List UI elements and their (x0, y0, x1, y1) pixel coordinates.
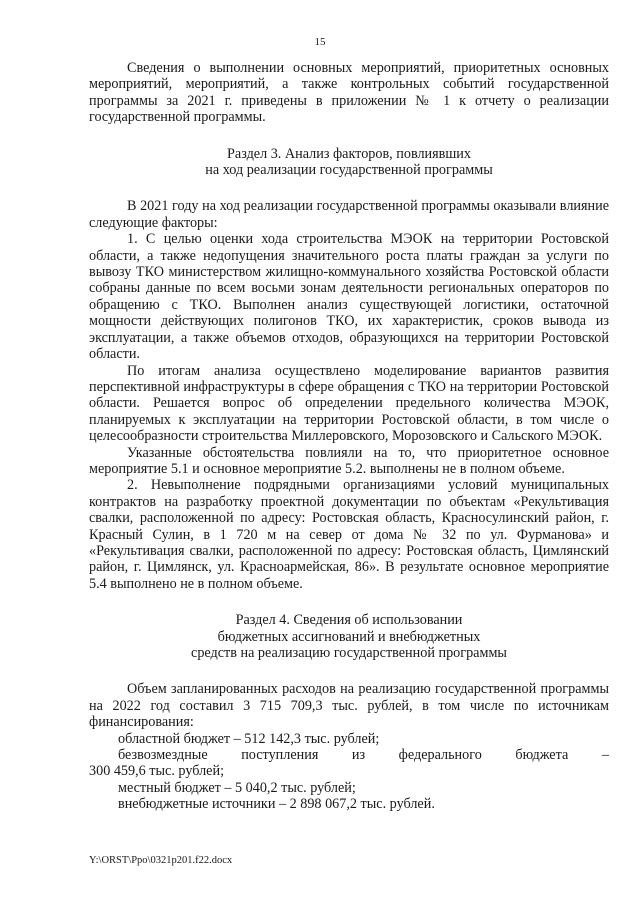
regional-budget-line: областной бюджет – 512 142,3 тыс. рублей; (118, 730, 380, 747)
federal-word: бюджета (515, 747, 569, 764)
federal-word: федерального (398, 747, 482, 764)
federal-word: – (601, 747, 609, 764)
section4-title-line1: Раздел 4. Сведения об использовании (235, 612, 463, 629)
federal-word: из (351, 747, 366, 764)
federal-word: поступления (241, 747, 319, 764)
federal-budget-line (89, 747, 609, 763)
section4-intro: Объем запланированных расходов на реализацию государственной программы на 2022 год составил 3 715 709,3 тыс. рублей, в том числе по источникам финансирования: (89, 681, 609, 731)
section4-title-line2: бюджетных ассигнований и внебюджетных (217, 628, 481, 645)
footer-file-path: Y:\ORST\Ppo\0321p201.f22.docx (89, 855, 233, 866)
section3-paragraph: В 2021 году на ход реализации государственной программы оказывали влияние следующие факторы: (89, 198, 609, 231)
document-body (89, 60, 609, 813)
section3-title-line2: на ход реализации государственной программы (205, 162, 493, 179)
extrabudgetary-line: внебюджетные источники – 2 898 067,2 тыс. рублей. (118, 796, 435, 813)
section3-paragraph: Указанные обстоятельства повлияли на то, что приоритетное основное мероприятие 5.1 и основное мероприятие 5.2. выполнены не в полном объеме. (89, 444, 609, 477)
section3-paragraph: 1. С целью оценки хода строительства МЭОК на территории Ростовской области, а также недопущения значительного роста платы граждан за услуги по вывозу ТКО министерством жилищно-коммунального хозяйства Ростовской области собраны данные по всем восьми зонам деятельности региональных операторов по обращению с ТКО. Выполнен анализ существующей логистики, остаточной мощности действующих полигонов ТКО, их характеристик, сроков вывода из эксплуатации, а также объемов отходов, образующихся на территории Ростовской области. (89, 231, 609, 363)
local-budget-line: местный бюджет – 5 040,2 тыс. рублей; (118, 779, 356, 796)
federal-budget-amount: 300 459,6 тыс. рублей; (89, 763, 225, 780)
intro-paragraph: Сведения о выполнении основных мероприятий, приоритетных основных мероприятий, мероприятий, а также контрольных событий государственной программы за 2021 г. приведены в приложении № 1 к отчету о реализации государственной программы. (89, 60, 609, 126)
section4-title-line3: средств на реализацию государственной программы (191, 645, 507, 661)
federal-word: безвозмездные (118, 747, 208, 764)
section3-paragraph: 2. Невыполнение подрядными организациями условий муниципальных контрактов на разработку проектной документации по объектам «Рекультивация свалки, расположенной по адресу: Ростовская область, Красносулинский район, г. Красный Сулин, в 1 720 м на север от дома № 32 по ул. Фурманова» и «Рекультивация свалки, расположенной по адресу: Ростовская область, Цимлянский район, г. Цимлянск, ул. Красноармейская, 86». В результате основное мероприятие 5.4 выполнено не в полном объеме. (89, 477, 609, 592)
section3-paragraph: По итогам анализа осуществлено моделирование вариантов развития перспективной инфраструктуры в сфере обращения с ТКО на территории Ростовской области. Решается вопрос об определении предельного количества МЭОК, планируемых к эксплуатации на территории Ростовской области, в том числе о целесообразности строительства Миллеровского, Морозовского и Сальского МЭОК. (89, 362, 609, 445)
section3-title-line1: Раздел 3. Анализ факторов, повлиявших (227, 145, 471, 162)
page-number: 15 (314, 36, 326, 48)
